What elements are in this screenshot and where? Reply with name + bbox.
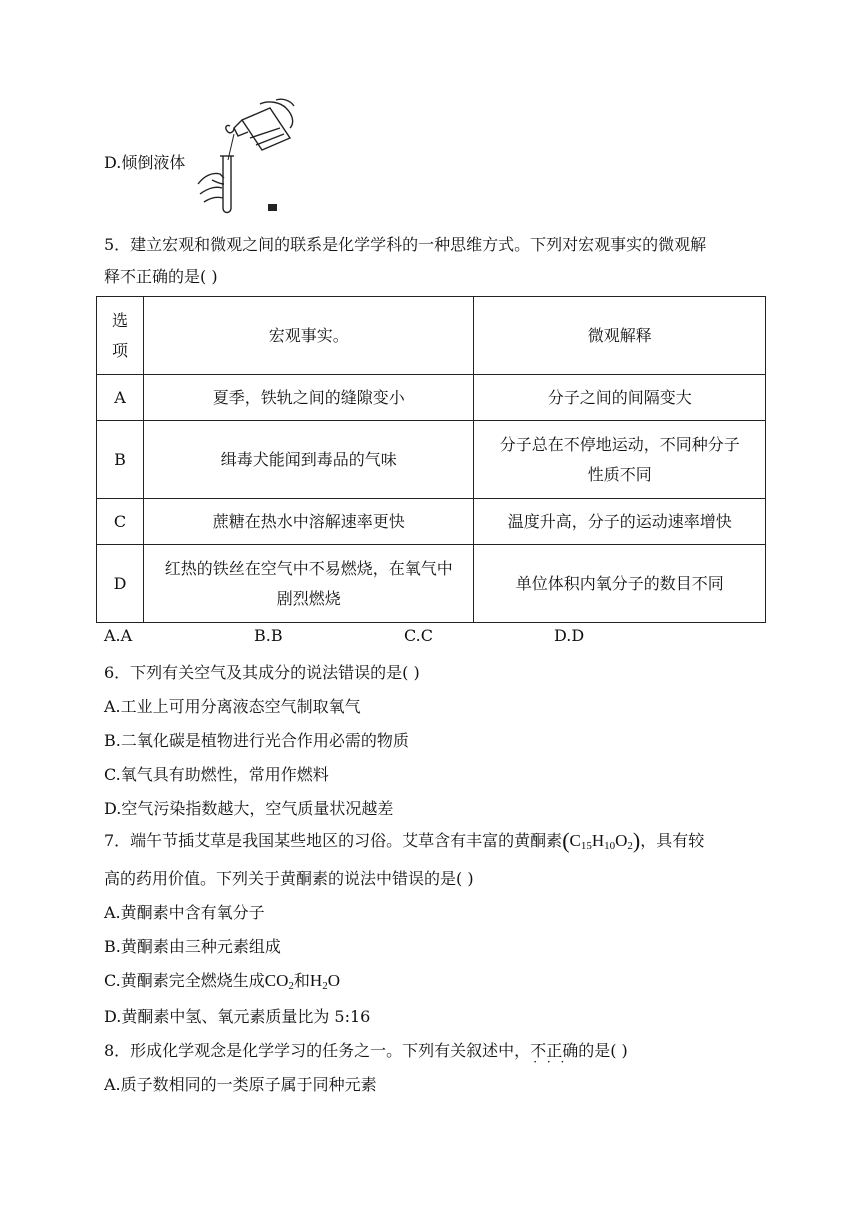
header-option: 选项 bbox=[97, 297, 144, 375]
table-row bbox=[97, 421, 766, 499]
q5-stem-line1: 5．建立宏观和微观之间的联系是化学学科的一种思维方式。下列对宏观事实的微观解 bbox=[104, 235, 707, 254]
row-fact: 夏季，铁轨之间的缝隙变小 bbox=[143, 375, 473, 421]
row-option: A bbox=[97, 375, 144, 421]
emphasis-not-correct: 不正确 · · · bbox=[530, 1041, 578, 1060]
q6-option-d[interactable]: D.空气污染指数越大，空气质量状况越差 bbox=[104, 799, 394, 818]
row-explain-line1: 分子总在不停地运动，不同种分子 bbox=[499, 434, 740, 454]
q6-stem: 6．下列有关空气及其成分的说法错误的是( ) bbox=[104, 663, 420, 682]
row-fact: 蔗糖在热水中溶解速率更快 bbox=[143, 499, 473, 545]
q6-option-c[interactable]: C.氧气具有助燃性，常用作燃料 bbox=[104, 765, 329, 784]
table-header-row bbox=[97, 297, 766, 375]
q7-stem-line2: 高的药用价值。下列关于黄酮素的说法中错误的是( ) bbox=[104, 869, 474, 888]
q7-option-c[interactable]: C.黄酮素完全燃烧生成$CO_2$和$H_2O$ bbox=[104, 971, 340, 992]
choice-d[interactable]: D.D bbox=[554, 626, 585, 645]
row-explain: 单位体积内氧分子的数目不同 bbox=[474, 545, 766, 623]
row-explain: 温度升高，分子的运动速率增快 bbox=[474, 499, 766, 545]
choice-c[interactable]: C.C bbox=[404, 626, 433, 645]
row-fact-line2: 剧烈燃烧 bbox=[276, 588, 341, 608]
row-option: B bbox=[97, 421, 144, 499]
table-row bbox=[97, 545, 766, 623]
pouring-liquid-into-test-tube-icon bbox=[190, 98, 302, 216]
row-option: D bbox=[97, 545, 144, 623]
q7-option-b[interactable]: B.黄酮素由三种元素组成 bbox=[104, 937, 281, 956]
q7-stem-line1: 7．端午节插艾草是我国某些地区的习俗。艾草含有丰富的黄酮素$(C_{15}H_{10}O_2)$，具有较 bbox=[104, 828, 705, 853]
flavone-formula: $C_{15}H_{10}O_2$ bbox=[569, 831, 633, 852]
table-row bbox=[97, 375, 766, 421]
row-fact: 缉毒犬能闻到毒品的气味 bbox=[143, 421, 473, 499]
q6-option-b[interactable]: B.二氧化碳是植物进行光合作用必需的物质 bbox=[104, 731, 409, 750]
row-fact bbox=[143, 545, 473, 623]
row-option: C bbox=[97, 499, 144, 545]
choice-a[interactable]: A.A bbox=[104, 626, 133, 645]
row-explain: 分子之间的间隔变大 bbox=[474, 375, 766, 421]
header-explain: 微观解释 bbox=[474, 297, 766, 375]
choice-b[interactable]: B.B bbox=[254, 626, 283, 645]
q7-option-d[interactable]: D.黄酮素中氢、氧元素质量比为 5:16 bbox=[104, 1007, 371, 1026]
q8-stem: 8．形成化学观念是化学学习的任务之一。下列有关叙述中，不正确 · · ·的是( ) bbox=[104, 1038, 628, 1061]
row-fact-line1: 红热的铁丝在空气中不易燃烧，在氧气中 bbox=[164, 558, 453, 578]
q5-stem-line2: 释不正确的是( ) bbox=[104, 267, 218, 286]
q6-option-a[interactable]: A.工业上可用分离液态空气制取氧气 bbox=[104, 697, 361, 716]
q8-option-a[interactable]: A.质子数相同的一类原子属于同种元素 bbox=[104, 1075, 377, 1094]
row-explain-line2: 性质不同 bbox=[587, 464, 652, 484]
header-fact: 宏观事实。 bbox=[143, 297, 473, 375]
q4-option-d: D.倾倒液体 bbox=[104, 153, 186, 172]
table-row bbox=[97, 499, 766, 545]
q5-table bbox=[96, 296, 766, 623]
q7-option-a[interactable]: A.黄酮素中含有氧分子 bbox=[104, 903, 265, 922]
row-explain bbox=[474, 421, 766, 499]
